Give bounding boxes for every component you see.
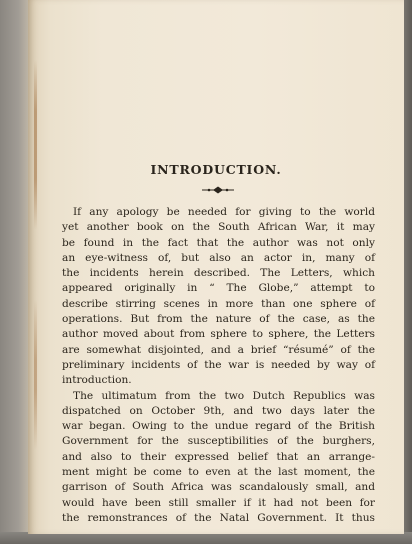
text-line: the remonstrances of the Natal Government. It thus: [62, 511, 375, 524]
text-line: introduction.: [62, 374, 132, 387]
text-line: operations. But from the nature of the case, as the: [62, 313, 375, 326]
text-line: yet another book on the South African War, it may: [62, 221, 375, 234]
paragraph-2: [62, 389, 375, 527]
text-line: preliminary incidents of the war is needed by way of: [62, 358, 375, 371]
paragraph-1: [62, 205, 375, 389]
body-text: [62, 205, 375, 526]
text-line: author moved about from sphere to sphere, the Letters: [62, 328, 375, 341]
text-line: an eye-witness of, but also an actor in, many of: [62, 251, 375, 264]
text-line: would have been still smaller if it had not been for: [62, 496, 375, 509]
text-line: garrison of South Africa was scandalously small, and: [62, 481, 375, 494]
text-line: dispatched on October 9th, and two days later the: [62, 404, 375, 417]
text-line: describe stirring scenes in more than one sphere of: [62, 297, 375, 310]
text-line: Government for the susceptibilities of the burghers,: [62, 435, 375, 448]
text-line: the incidents herein described. The Letters, which: [62, 267, 375, 280]
text-line: ment might be come to even at the last moment, the: [62, 466, 375, 479]
text-line: war began. Owing to the undue regard of the British: [62, 420, 375, 433]
text-line: If any apology be needed for giving to the world: [73, 206, 375, 218]
text-line: be found in the fact that the author was not only: [62, 236, 375, 249]
text-line: and also to their expressed belief that an arrange-: [62, 450, 375, 463]
page-stain-mark: [34, 60, 37, 230]
text-line: appeared originally in “ The Globe,” attempt to: [62, 282, 375, 295]
text-line: are somewhat disjointed, and a brief “résumé” of the: [62, 343, 375, 356]
page-stain-mark: [34, 300, 37, 450]
text-line: The ultimatum from the two Dutch Republics was: [73, 389, 375, 402]
fleuron-ornament-icon: [201, 185, 235, 195]
chapter-heading: INTRODUCTION.: [150, 162, 282, 177]
